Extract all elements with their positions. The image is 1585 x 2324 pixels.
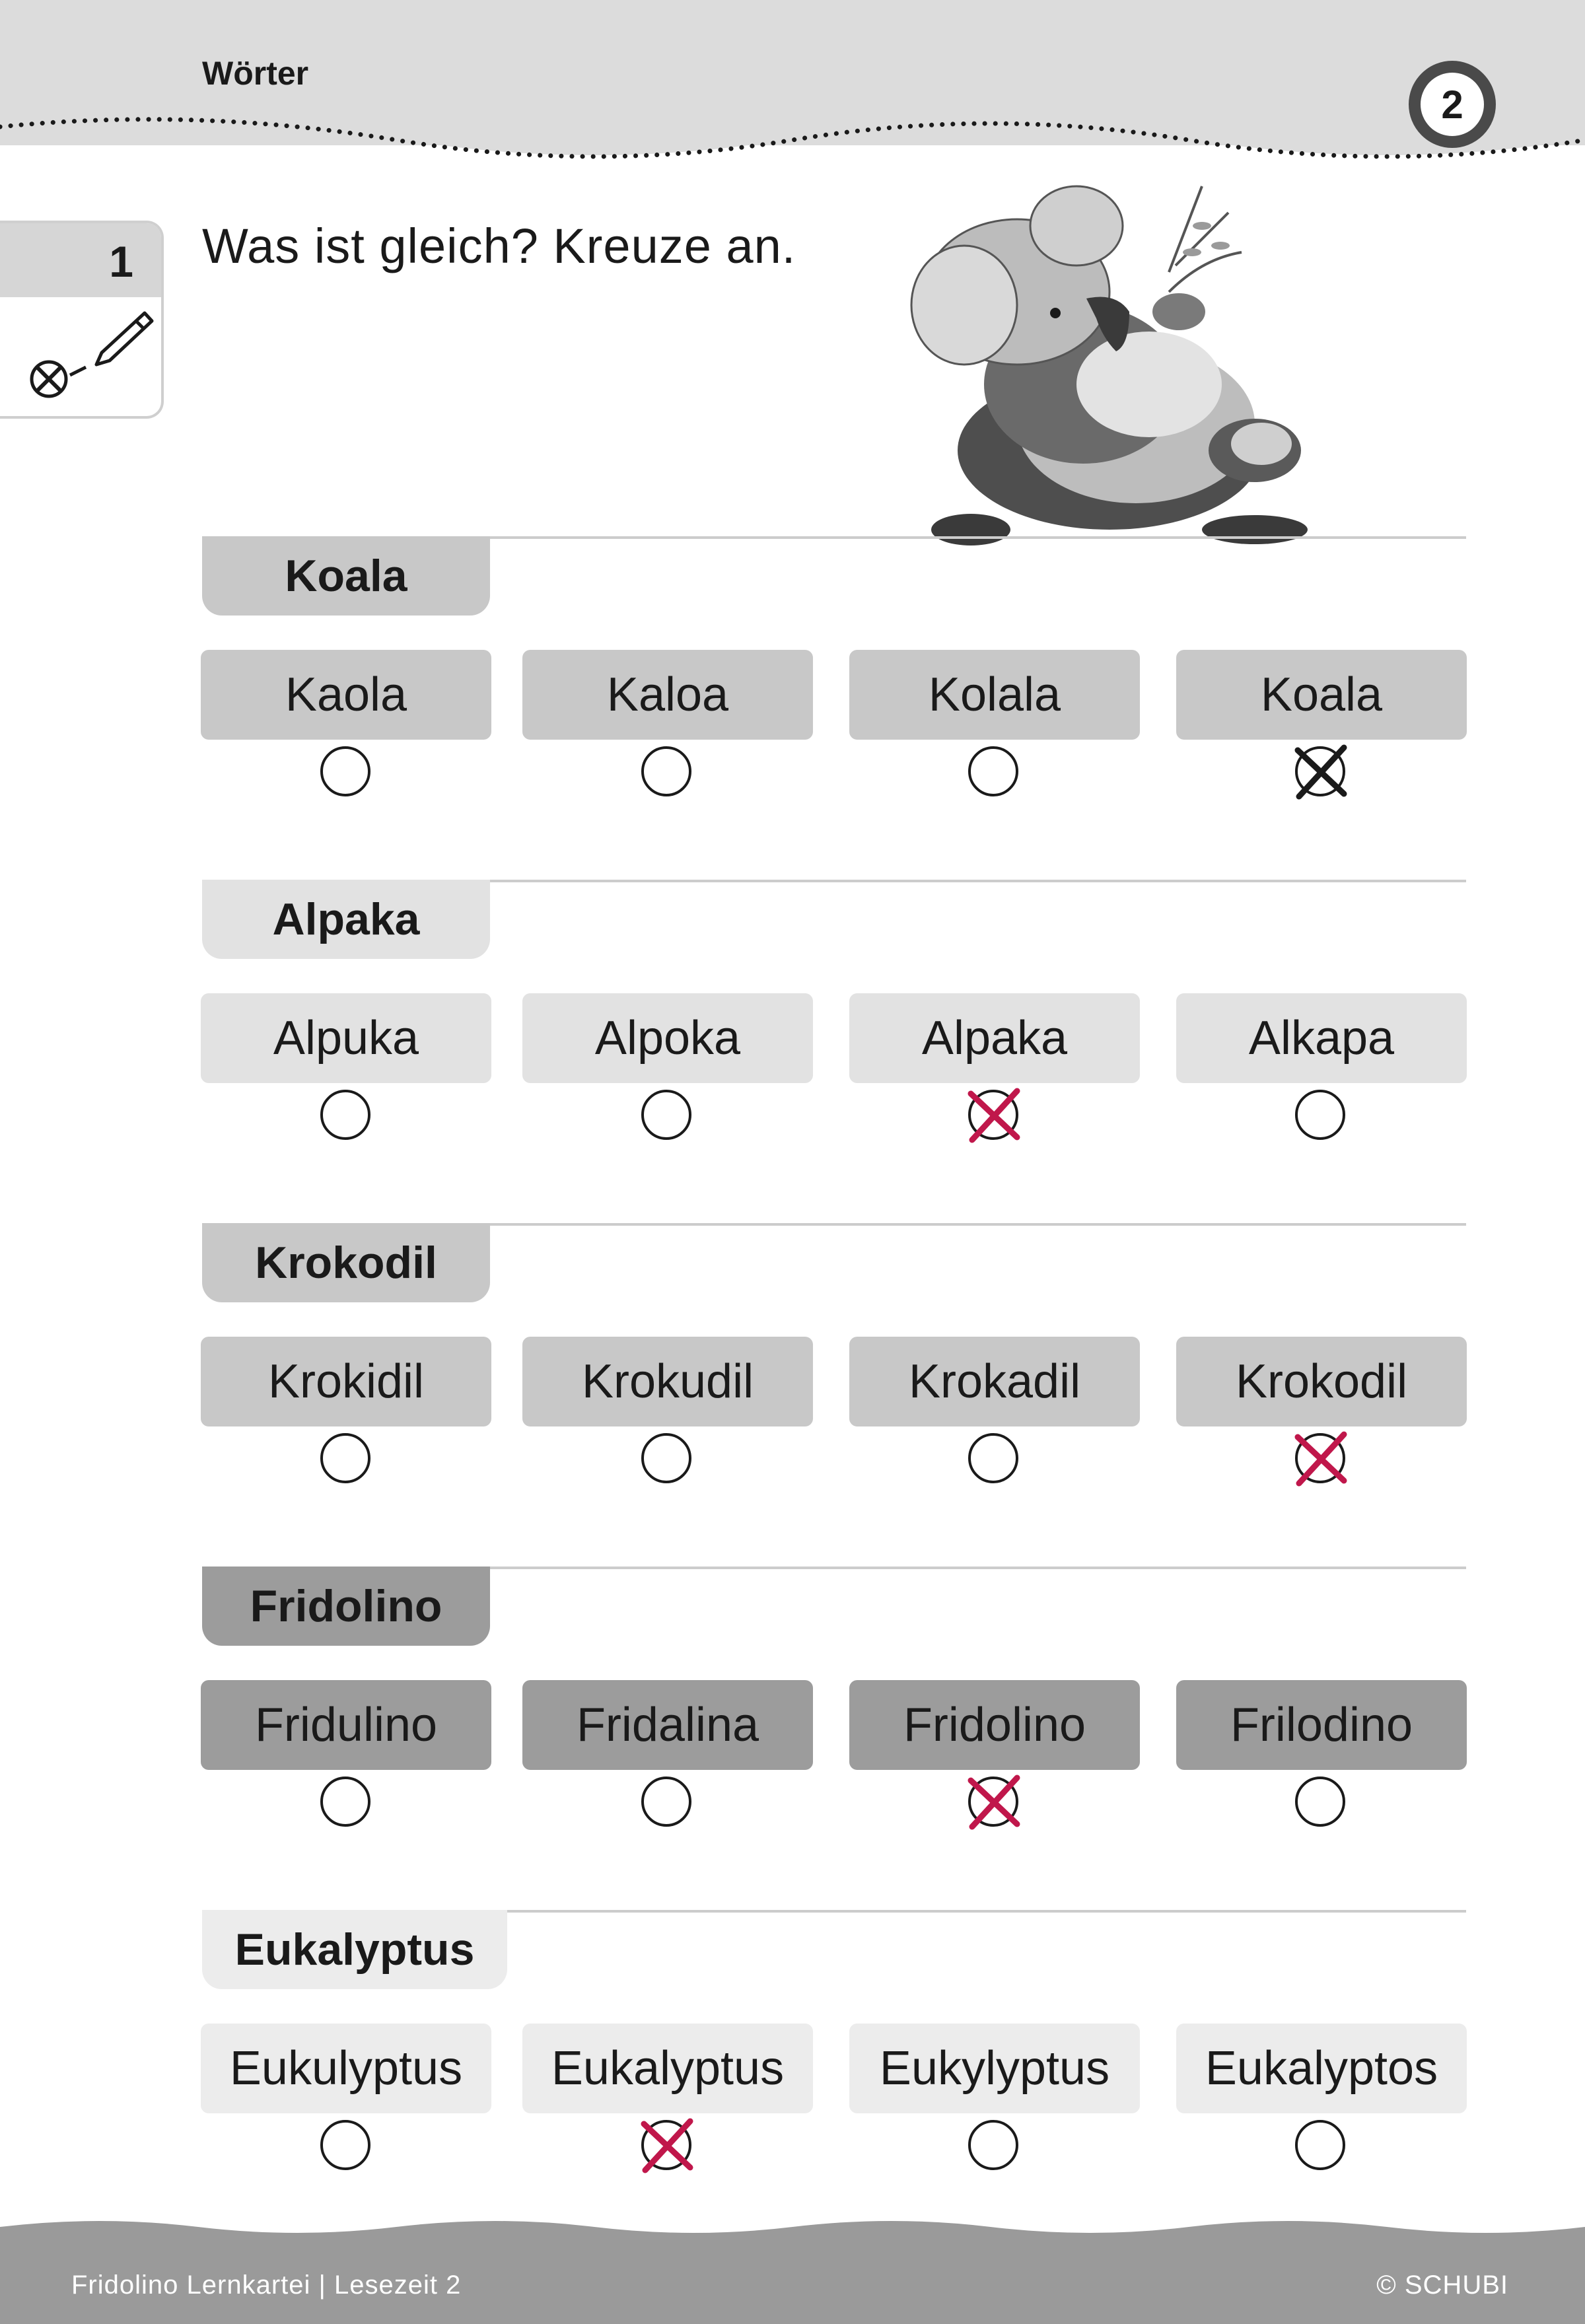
answer-checkbox[interactable]	[1295, 1777, 1345, 1827]
word-option: Fridulino	[201, 1680, 491, 1770]
answer-checkbox[interactable]	[320, 746, 370, 796]
answer-checkbox[interactable]	[1295, 1090, 1345, 1140]
word-option: Kaloa	[522, 650, 813, 740]
section-divider	[489, 1567, 1466, 1569]
word-option: Krokodil	[1176, 1337, 1467, 1426]
koala-illustration	[859, 173, 1334, 556]
word-section	[0, 1567, 1585, 1910]
section-divider	[489, 536, 1466, 539]
target-word: Eukalyptus	[202, 1910, 507, 1989]
target-word: Alpaka	[202, 880, 490, 959]
word-option: Krokudil	[522, 1337, 813, 1426]
task-number: 1	[109, 237, 133, 286]
cross-mark-icon	[1287, 1425, 1353, 1491]
page-number-badge: 2	[1409, 61, 1496, 148]
word-section	[0, 880, 1585, 1223]
answer-checkbox[interactable]	[641, 746, 691, 796]
word-section	[0, 1223, 1585, 1567]
word-section	[0, 1910, 1585, 2253]
answer-checkbox[interactable]	[968, 1090, 1018, 1140]
section-divider	[489, 1910, 1466, 1913]
task-tab	[0, 221, 164, 419]
answer-checkbox[interactable]	[968, 746, 1018, 796]
cross-mark-icon	[633, 2112, 699, 2178]
word-option: Fridolino	[849, 1680, 1140, 1770]
word-option: Alpoka	[522, 993, 813, 1083]
word-option: Alkapa	[1176, 993, 1467, 1083]
answer-checkbox[interactable]	[320, 1090, 370, 1140]
header-title: Wörter	[202, 55, 309, 92]
footer-band	[0, 2212, 1585, 2324]
answer-checkbox[interactable]	[641, 1433, 691, 1483]
answer-checkbox[interactable]	[968, 2120, 1018, 2170]
answer-checkbox[interactable]	[968, 1433, 1018, 1483]
word-option: Eukalyptus	[522, 2024, 813, 2113]
cross-mark-icon	[960, 1082, 1026, 1148]
answer-checkbox[interactable]	[320, 2120, 370, 2170]
word-option: Kolala	[849, 650, 1140, 740]
answer-checkbox[interactable]	[641, 1777, 691, 1827]
footer-copyright: © SCHUBI	[1376, 2271, 1508, 2300]
word-option: Krokidil	[201, 1337, 491, 1426]
answer-checkbox[interactable]	[641, 2120, 691, 2170]
cross-mark-icon	[960, 1769, 1026, 1835]
pencil-checkbox-icon	[22, 306, 155, 412]
task-tab-header	[0, 223, 161, 297]
word-option: Alpaka	[849, 993, 1140, 1083]
word-option: Eukalyptos	[1176, 2024, 1467, 2113]
task-instruction: Was ist gleich? Kreuze an.	[202, 219, 796, 273]
target-word: Krokodil	[202, 1223, 490, 1302]
answer-checkbox[interactable]	[1295, 746, 1345, 796]
word-option: Frilodino	[1176, 1680, 1467, 1770]
word-section	[0, 536, 1585, 880]
word-option: Kaola	[201, 650, 491, 740]
answer-checkbox[interactable]	[320, 1433, 370, 1483]
footer-left-text: Fridolino Lernkartei | Lesezeit 2	[71, 2271, 462, 2300]
word-option: Fridalina	[522, 1680, 813, 1770]
section-divider	[489, 1223, 1466, 1226]
word-option: Krokadil	[849, 1337, 1140, 1426]
target-word: Fridolino	[202, 1567, 490, 1646]
answer-checkbox[interactable]	[1295, 2120, 1345, 2170]
answer-checkbox[interactable]	[320, 1777, 370, 1827]
word-option: Eukulyptus	[201, 2024, 491, 2113]
section-divider	[489, 880, 1466, 882]
target-word: Koala	[202, 536, 490, 616]
answer-checkbox[interactable]	[968, 1777, 1018, 1827]
answer-checkbox[interactable]	[641, 1090, 691, 1140]
word-option: Eukylyptus	[849, 2024, 1140, 2113]
header-dotted-wave	[0, 99, 1585, 178]
answer-checkbox[interactable]	[1295, 1433, 1345, 1483]
word-option: Alpuka	[201, 993, 491, 1083]
word-option: Koala	[1176, 650, 1467, 740]
cross-mark-icon	[1287, 738, 1353, 804]
